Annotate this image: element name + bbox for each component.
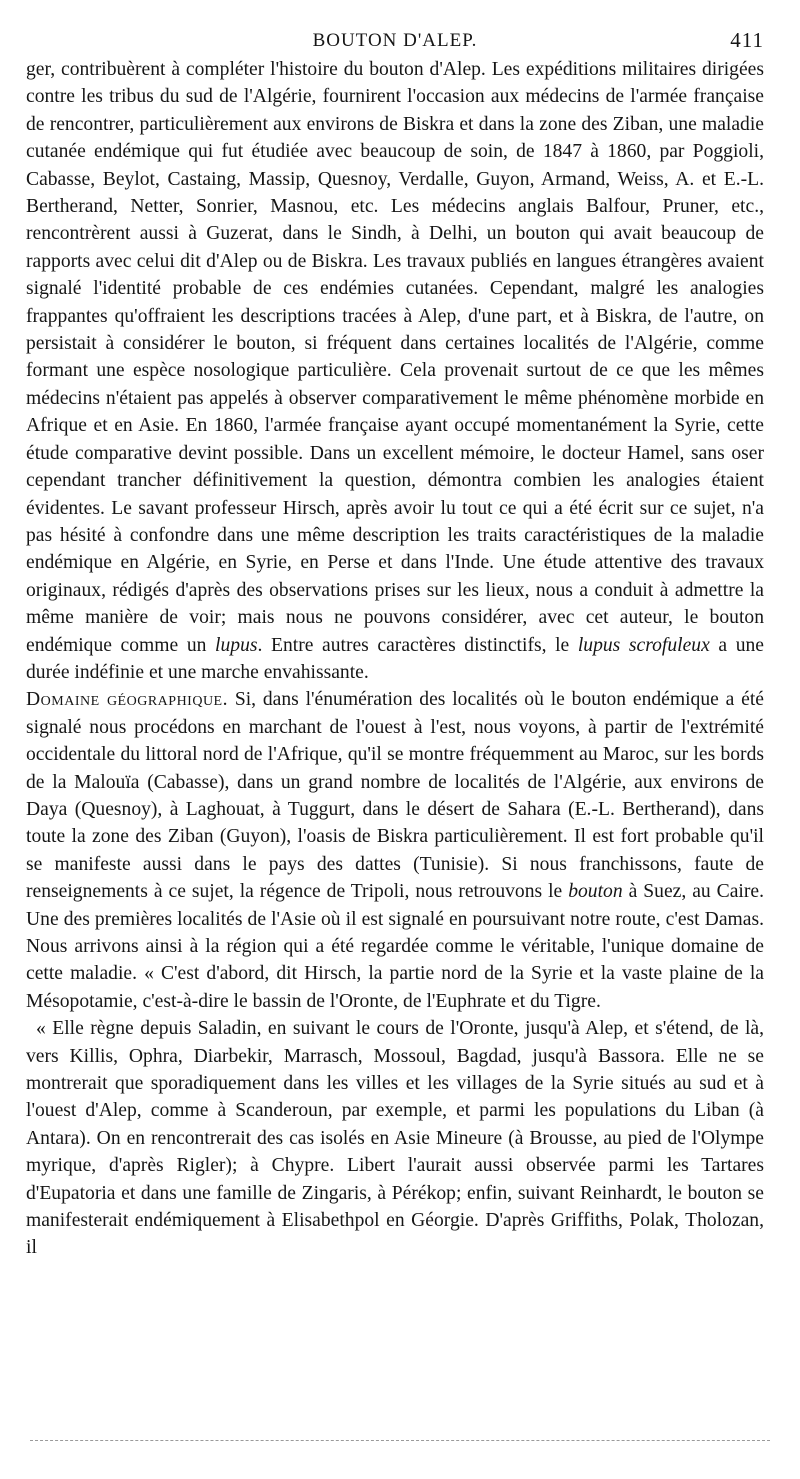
- paragraph-2-italic-1: bouton: [568, 881, 623, 903]
- paragraph-1-text-3: a une durée indéfinie et une marche envahissante.: [26, 634, 764, 683]
- footer-rule: [30, 1440, 770, 1441]
- page: [26, 22, 764, 1262]
- section-heading: Domaine géographique.: [26, 689, 229, 711]
- running-head: [26, 22, 764, 52]
- paragraph-1: [26, 56, 764, 686]
- paragraph-3-text: « Elle règne depuis Saladin, en suivant le cours de l'Oronte, jusqu'à Alep, et s'étend, de là, vers Killis, Ophra, Diarbekir, Marrasch, Mossoul, Bagdad, jusqu'à Bassora. Elle ne se montrerait que sporadiquement dans les villes et les villages de la Syrie situés au sud et à l'ouest d'Alep, comme à Scanderoun, par exemple, et parmi les populations du Liban (à Antara). On en rencontrerait des cas isolés en Asie Mineure (à Brousse, au pied de l'Olympe myrique, d'après Rigler); à Chypre. Libert l'aurait aussi observée parmi les Tartares d'Eupatoria et dans une famille de Zingaris, à Pérékop; enfin, suivant Reinhardt, le bouton se manifesterait endémiquement à Elisabethpol en Géorgie. D'après Griffiths, Polak, Tholozan, il: [26, 1018, 764, 1259]
- page-number: 411: [730, 28, 764, 52]
- paragraph-1-text-2: . Entre autres caractères distinctifs, le: [257, 634, 578, 656]
- running-title: BOUTON D'ALEP.: [312, 30, 478, 51]
- paragraph-3: [26, 1015, 764, 1262]
- paragraph-2-text: Si, dans l'énumération des localités où le bouton endémique a été signalé nous procédons en marchant de l'ouest à l'est, nous voyons, à partir de l'extrémité occidentale du littoral nord de l'Afrique, qu'il se montre fréquemment au Maroc, sur les bords de la Malouïa (Cabasse), dans un grand nombre de localités de l'Algérie, aux environs de Daya (Quesnoy), à Laghouat, à Tuggurt, dans le désert de Sahara (E.-L. Bertherand), dans toute la zone des Ziban (Guyon), l'oasis de Biskra particulièrement. Il est fort probable qu'il se manifeste aussi dans le pays des dattes (Tunisie). Si nous franchissons, faute de renseignements à ce sujet, la régence de Tripoli, nous retrouvons le: [26, 689, 764, 903]
- paragraph-1-text: ger, contribuèrent à compléter l'histoire du bouton d'Alep. Les expéditions militaires dirigées contre les tribus du sud de l'Algérie, fournirent l'occasion aux médecins de l'armée française de rencontrer, particulièrement aux environs de Biskra et dans la zone des Ziban, une maladie cutanée endémique qui fut étudiée avec beaucoup de soin, de 1847 à 1860, par Poggioli, Cabasse, Beylot, Castaing, Massip, Quesnoy, Verdalle, Guyon, Armand, Weiss, A. et E.-L. Bertherand, Netter, Sonrier, Masnou, etc. Les médecins anglais Balfour, Pruner, etc., rencontrèrent aussi à Guzerat, dans le Sindh, à Delhi, un bouton qui avait beaucoup de rapports avec celui dit d'Alep ou de Biskra. Les travaux publiés en langues étrangères avaient signalé l'identité probable de ces endémies cutanées. Cependant, malgré les analogies frappantes qu'offraient les descriptions tracées à Alep, d'une part, et à Biskra, de l'autre, on persistait à considérer le bouton, si fréquent dans certaines localités de l'Algérie, comme formant une espèce nosologique particulière. Cela provenait surtout de ce que les mêmes médecins n'étaient pas appelés à observer comparativement le même phénomène morbide en Afrique et en Asie. En 1860, l'armée française ayant occupé momentanément la Syrie, cette étude comparative devint possible. Dans un excellent mémoire, le docteur Hamel, sans oser cependant trancher définitivement la question, démontra combien les analogies étaient évidentes. Le savant professeur Hirsch, après avoir lu tout ce qui a été écrit sur ce sujet, n'a pas hésité à confondre dans une même description les traits caractéristiques de la maladie endémique en Algérie, en Syrie, en Perse et dans l'Inde. Une étude attentive des travaux originaux, rédigés d'après des observations prises sur les lieux, nous a conduit à admettre la même manière de voir; mais nous ne pouvons considérer, avec cet auteur, le bouton endémique comme un: [26, 59, 764, 656]
- paragraph-2-text-2: à Suez, au Caire. Une des premières localités de l'Asie où il est signalé en poursuivant notre route, c'est Damas. Nous arrivons ainsi à la région qui a été regardée comme le véritable, l'unique domaine de cette maladie. « C'est d'abord, dit Hirsch, la partie nord de la Syrie et la vaste plaine de la Mésopotamie, c'est-à-dire le bassin de l'Oronte, de l'Euphrate et du Tigre.: [26, 881, 764, 1012]
- paragraph-2: [26, 686, 764, 1015]
- body-text: [26, 56, 764, 1262]
- paragraph-1-italic-2: lupus scrofuleux: [577, 634, 710, 656]
- paragraph-1-italic-1: lupus: [215, 634, 258, 656]
